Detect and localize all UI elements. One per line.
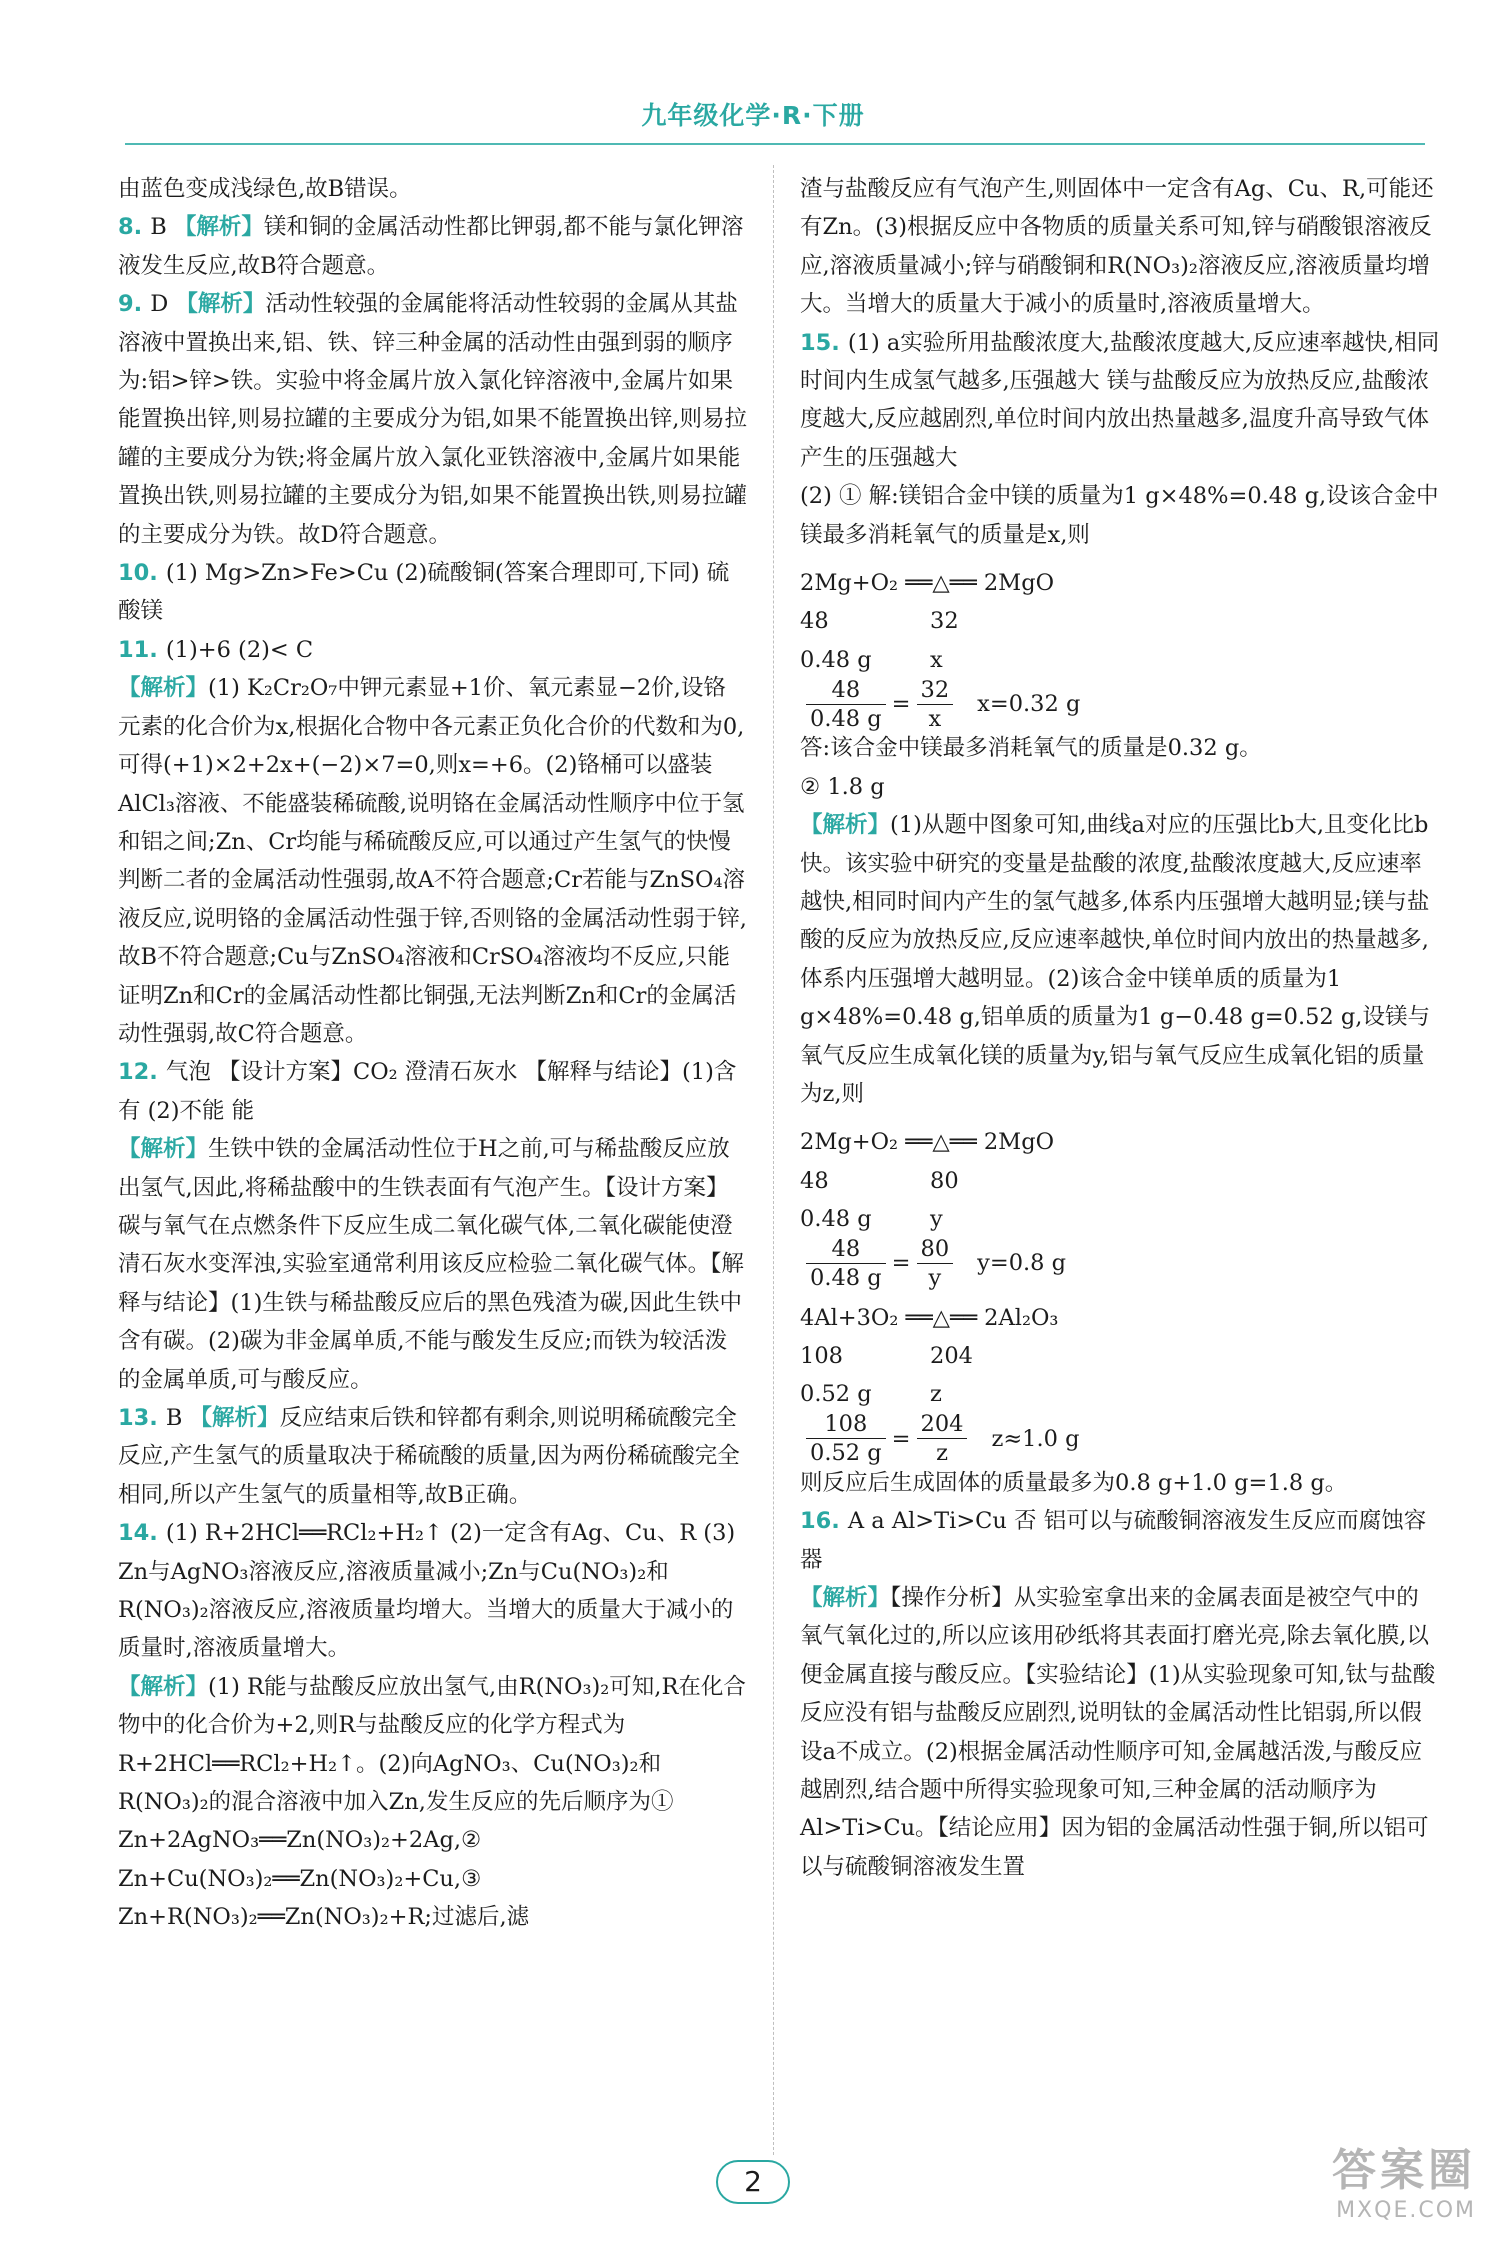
analysis-tag: 【解析】 <box>800 1585 891 1611</box>
question-14: 14. (1) R+2HCl══RCl₂+H₂↑ (2)一定含有Ag、Cu、R (3) Zn与AgNO₃溶液反应,溶液质量减小;Zn与Cu(NO₃)₂和R(NO₃)₂溶液反应,溶液质量均增大。当增大的质量大于减小的质量时,溶液质量增大。 <box>118 1520 736 1662</box>
question-12-analysis: 【解析】生铁中铁的金属活动性位于H之前,可与稀盐酸反应放出氢气,因此,将稀盐酸中的生铁表面有气泡产生。【设计方案】碳与氧气在点燃条件下反应生成二氧化碳气体,二氧化碳能使澄清石灰水变浑浊,实验室通常利用该反应检验二氧化碳气体。【解释与结论】(1)生铁与稀盐酸反应后的黑色残渣为碳,因此生铁中含有碳。(2)碳为非金属单质,不能与酸发生反应;而铁为较活泼的金属单质,可与酸反应。 <box>118 1136 744 1393</box>
question-number: 12. <box>118 1059 158 1086</box>
proportion-2: $\frac{48}{0.48 g}$ = $\frac{80}{y}$ y=0.8 g <box>800 1239 1440 1289</box>
continued-text: 由蓝色变成浅绿色,故B错误。 <box>118 176 412 202</box>
page-header: 九年级化学·R·下册 <box>641 101 865 130</box>
question-13: 13. B 【解析】反应结束后铁和锌都有剩余,则说明稀硫酸完全反应,产生氢气的质量取决于稀硫酸的质量,因为两份稀硫酸完全相同,所以产生氢气的质量相等,故B正确。 <box>118 1405 740 1508</box>
value-row: 0.48 g x <box>800 646 943 673</box>
answer-2: ② 1.8 g <box>800 773 885 800</box>
question-number: 14. <box>118 1520 158 1547</box>
question-16-analysis: 【解析】【操作分析】从实验室拿出来的金属表面是被空气中的氧气氧化过的,所以应该用砂纸将其表面打磨光亮,除去氧化膜,以便金属直接与酸反应。【实验结论】(1)从实验现象可知,钛与盐酸反应没有铝与盐酸反应剧烈,说明钛的金属活动性比铝弱,所以假设a不成立。(2)根据金属活动性顺序可知,金属越活泼,与酸反应越剧烈,结合题中所得实验现象可知,三种金属的活动顺序为Al>Ti>Cu。【结论应用】因为铝的金属活动性强于铜,所以铝可以与硫酸铜溶液发生置 <box>800 1585 1436 1880</box>
question-9: 9. D 【解析】活动性较强的金属能将活动性较弱的金属从其盐溶液中置换出来,铝、铁、锌三种金属的活动性由强到弱的顺序为:铝>锌>铁。实验中将金属片放入氯化锌溶液中,金属片如果能置换出锌,则易拉罐的主要成分为铝,如果不能置换出锌,则易拉罐的主要成分为铁;将金属片放入氯化亚铁溶液中,金属片如果能置换出铁,则易拉罐的主要成分为铝,如果不能置换出铁,则易拉罐的主要成分为铁。故D符合题意。 <box>118 291 747 548</box>
conclusion: 则反应后生成固体的质量最多为0.8 g+1.0 g=1.8 g。 <box>800 1469 1348 1496</box>
question-10: 10. (1) Mg>Zn>Fe>Cu (2)硫酸铜(答案合理即可,下同) 硫酸镁 <box>118 560 730 625</box>
analysis-tag: 【解析】 <box>173 214 264 241</box>
question-11-analysis: 【解析】(1) K₂Cr₂O₇中钾元素显+1价、氧元素显−2价,设铬元素的化合价为x,根据化合物中各元素正负化合价的代数和为0,可得(+1)×2+2x+(−2)×7=0,则x=+6。(2)铬桶可以盛装AlCl₃溶液、不能盛装稀硫酸,说明铬在金属活动性顺序中位于氢和铝之间;Zn、Cr均能与稀硫酸反应,可以通过产生氢气的快慢判断二者的金属活动性强弱,故A不符合题意;Cr若能与ZnSO₄溶液反应,说明铬的金属活动性强于锌,否则铬的金属活动性弱于锌,故B不符合题意;Cu与ZnSO₄溶液和CrSO₄溶液均不反应,只能证明Zn和Cr的金属活动性都比铜强,无法判断Zn和Cr的金属活动性强弱,故C符合题意。 <box>118 675 747 1047</box>
equation-al2o3: 4Al+3O₂ ══△══ 2Al₂O₃ <box>800 1304 1059 1331</box>
column-divider <box>773 165 774 2155</box>
equation-mgo-1: 2Mg+O₂ ══△══ 2MgO <box>800 570 1055 597</box>
question-8: 8. B 【解析】镁和铜的金属活动性都比钾弱,都不能与氯化钾溶液发生反应,故B符合题意。 <box>118 214 744 279</box>
molar-mass-row: 48 80 <box>800 1167 959 1194</box>
right-column <box>800 170 1440 1886</box>
left-column <box>118 170 748 1937</box>
question-14-analysis: 【解析】(1) R能与盐酸反应放出氢气,由R(NO₃)₂可知,R在化合物中的化合价为+2,则R与盐酸反应的化学方程式为R+2HCl══RCl₂+H₂↑。(2)向AgNO₃、Cu(NO₃)₂和R(NO₃)₂的混合溶液中加入Zn,发生反应的先后顺序为① Zn+2AgNO₃══Zn(NO₃)₂+2Ag,② Zn+Cu(NO₃)₂══Zn(NO₃)₂+Cu,③ Zn+R(NO₃)₂══Zn(NO₃)₂+R;过滤后,滤 <box>118 1673 746 1931</box>
page-number: 2 <box>0 2160 1506 2204</box>
continued-text: 渣与盐酸反应有气泡产生,则固体中一定含有Ag、Cu、R,可能还有Zn。(3)根据反应中各物质的质量关系可知,锌与硝酸银溶液反应,溶液质量减小;锌与硝酸铜和R(NO₃)₂溶液反应,溶液质量均增大。当增大的质量大于减小的质量时,溶液质量增大。 <box>800 176 1434 318</box>
question-number: 15. <box>800 329 840 356</box>
header-rule <box>125 143 1425 145</box>
watermark-logo: 答案圈 MXQE.COM <box>1332 2145 1476 2223</box>
question-15-part2: (2) ① 解:镁铝合金中镁的质量为1 g×48%=0.48 g,设该合金中镁最多消耗氧气的质量是x,则 <box>800 483 1439 548</box>
question-11: 11. (1)+6 (2)< C <box>118 636 314 663</box>
value-row: 0.52 g z <box>800 1381 942 1408</box>
proportion-3: $\frac{108}{0.52 g}$ = $\frac{204}{z}$ z≈1.0 g <box>800 1414 1440 1464</box>
analysis-tag: 【解析】 <box>175 291 266 318</box>
question-12: 12. 气泡 【设计方案】CO₂ 澄清石灰水 【解释与结论】(1)含有 (2)不能 能 <box>118 1059 737 1124</box>
molar-mass-row: 108 204 <box>800 1342 973 1369</box>
molar-mass-row: 48 32 <box>800 608 959 635</box>
analysis-tag: 【解析】 <box>800 812 891 839</box>
equation-mgo-2: 2Mg+O₂ ══△══ 2MgO <box>800 1129 1055 1156</box>
analysis-tag: 【解析】 <box>118 1673 209 1700</box>
question-number: 8. <box>118 214 143 241</box>
question-number: 10. <box>118 560 158 587</box>
proportion-1: $\frac{48}{0.48 g}$ = $\frac{32}{x}$ x=0.32 g <box>800 679 1440 729</box>
question-15: 15. (1) a实验所用盐酸浓度大,盐酸浓度越大,反应速率越快,相同时间内生成氢气越多,压强越大 镁与盐酸反应为放热反应,盐酸浓度越大,反应越剧烈,单位时间内放出热量越多,温度升高导致气体产生的压强越大 <box>800 329 1440 471</box>
value-row: 0.48 g y <box>800 1206 943 1233</box>
analysis-tag: 【解析】 <box>118 675 209 702</box>
question-number: 11. <box>118 636 158 663</box>
analysis-tag: 【解析】 <box>118 1136 209 1163</box>
analysis-tag: 【解析】 <box>189 1405 280 1431</box>
question-16: 16. A a Al>Ti>Cu 否 铝可以与硫酸铜溶液发生反应而腐蚀容器 <box>800 1508 1427 1573</box>
answer-1: 答:该合金中镁最多消耗氧气的质量是0.32 g。 <box>800 735 1262 762</box>
question-number: 13. <box>118 1405 158 1431</box>
question-number: 9. <box>118 291 143 318</box>
question-15-analysis: 【解析】(1)从题中图象可知,曲线a对应的压强比b大,且变化比b快。该实验中研究的变量是盐酸的浓度,盐酸浓度越大,反应速率越快,相同时间内产生的氢气越多,体系内压强增大越明显;镁与盐酸的反应为放热反应,反应速率越快,单位时间内放出的热量越多,体系内压强增大越明显。(2)该合金中镁单质的质量为1 g×48%=0.48 g,铝单质的质量为1 g−0.48 g=0.52 g,设镁与氧气反应生成氧化镁的质量为y,铝与氧气反应生成氧化铝的质量为z,则 <box>800 812 1430 1107</box>
question-number: 16. <box>800 1508 840 1535</box>
